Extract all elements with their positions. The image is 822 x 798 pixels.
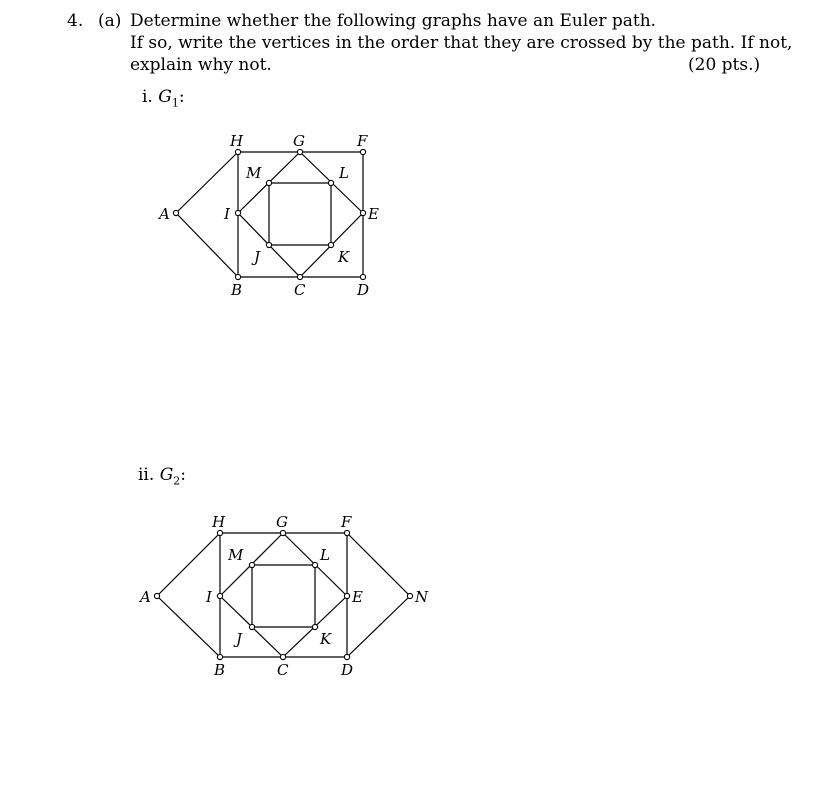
edge <box>347 533 410 596</box>
vertex-label: I <box>224 205 230 223</box>
vertex-label: M <box>228 546 244 564</box>
vertex-i <box>217 593 222 598</box>
vertex-c <box>280 654 285 659</box>
vertex-label: A <box>140 588 151 606</box>
graph2-subscript: 2 <box>173 474 181 488</box>
vertex-i <box>235 210 240 215</box>
vertex-l <box>312 562 317 567</box>
vertex-k <box>312 624 317 629</box>
vertex-label: C <box>294 281 306 299</box>
vertex-m <box>266 180 271 185</box>
vertex-label: J <box>236 630 243 648</box>
vertex-label: I <box>206 588 212 606</box>
edge <box>157 533 220 596</box>
vertex-label: F <box>341 513 352 531</box>
vertex-label: L <box>339 164 349 182</box>
vertex-label: H <box>212 513 226 531</box>
graph2-suffix: : <box>180 465 187 485</box>
graph1-name: G <box>158 87 172 107</box>
vertex-e <box>344 593 349 598</box>
vertex-b <box>217 654 222 659</box>
vertex-label: B <box>214 661 226 679</box>
vertex-k <box>328 242 333 247</box>
vertex-label: A <box>159 205 170 223</box>
problem-number: 4. <box>67 11 84 31</box>
vertex-label: H <box>230 132 244 150</box>
vertex-label: G <box>276 513 288 531</box>
vertex-d <box>344 654 349 659</box>
vertex-h <box>217 530 222 535</box>
graph1-figure <box>157 132 379 299</box>
vertex-label: K <box>338 248 350 266</box>
vertex-label: K <box>320 630 332 648</box>
vertex-d <box>360 274 365 279</box>
vertex-n <box>407 593 412 598</box>
vertex-a <box>154 593 159 598</box>
graph1-prefix: i. <box>142 87 153 107</box>
vertex-h <box>235 149 240 154</box>
graph1-suffix: : <box>178 87 185 107</box>
vertex-label: G <box>293 132 305 150</box>
vertex-g <box>280 530 285 535</box>
vertex-c <box>297 274 302 279</box>
vertex-e <box>360 210 365 215</box>
vertex-label: B <box>231 281 243 299</box>
vertex-g <box>297 149 302 154</box>
instruction-line-2: If so, write the vertices in the order that they are crossed by the path. If not, <box>130 33 793 53</box>
edge <box>176 152 238 213</box>
vertex-f <box>344 530 349 535</box>
vertex-m <box>249 562 254 567</box>
vertex-label: F <box>357 132 368 150</box>
graph1-subscript: 1 <box>171 96 179 110</box>
points-label: (20 pts.) <box>688 55 761 75</box>
vertex-j <box>249 624 254 629</box>
instruction-line-1: Determine whether the following graphs have an Euler path. <box>130 11 657 31</box>
vertex-b <box>235 274 240 279</box>
vertex-label: D <box>357 281 370 299</box>
vertex-f <box>360 149 365 154</box>
vertex-label: M <box>246 164 262 182</box>
part-label: (a) <box>98 11 122 31</box>
vertex-a <box>173 210 178 215</box>
graph2-figure <box>138 513 429 679</box>
vertex-label: J <box>254 248 261 266</box>
vertex-l <box>328 180 333 185</box>
vertex-label: L <box>320 546 330 564</box>
vertex-label: D <box>341 661 354 679</box>
instruction-line-3: explain why not. <box>130 55 272 75</box>
vertex-label: C <box>277 661 289 679</box>
vertex-j <box>266 242 271 247</box>
graph2-prefix: ii. <box>138 465 155 485</box>
vertex-label: E <box>352 588 363 606</box>
graph2-name: G <box>159 465 174 485</box>
vertex-label: E <box>368 205 379 223</box>
vertex-label: N <box>415 588 429 606</box>
